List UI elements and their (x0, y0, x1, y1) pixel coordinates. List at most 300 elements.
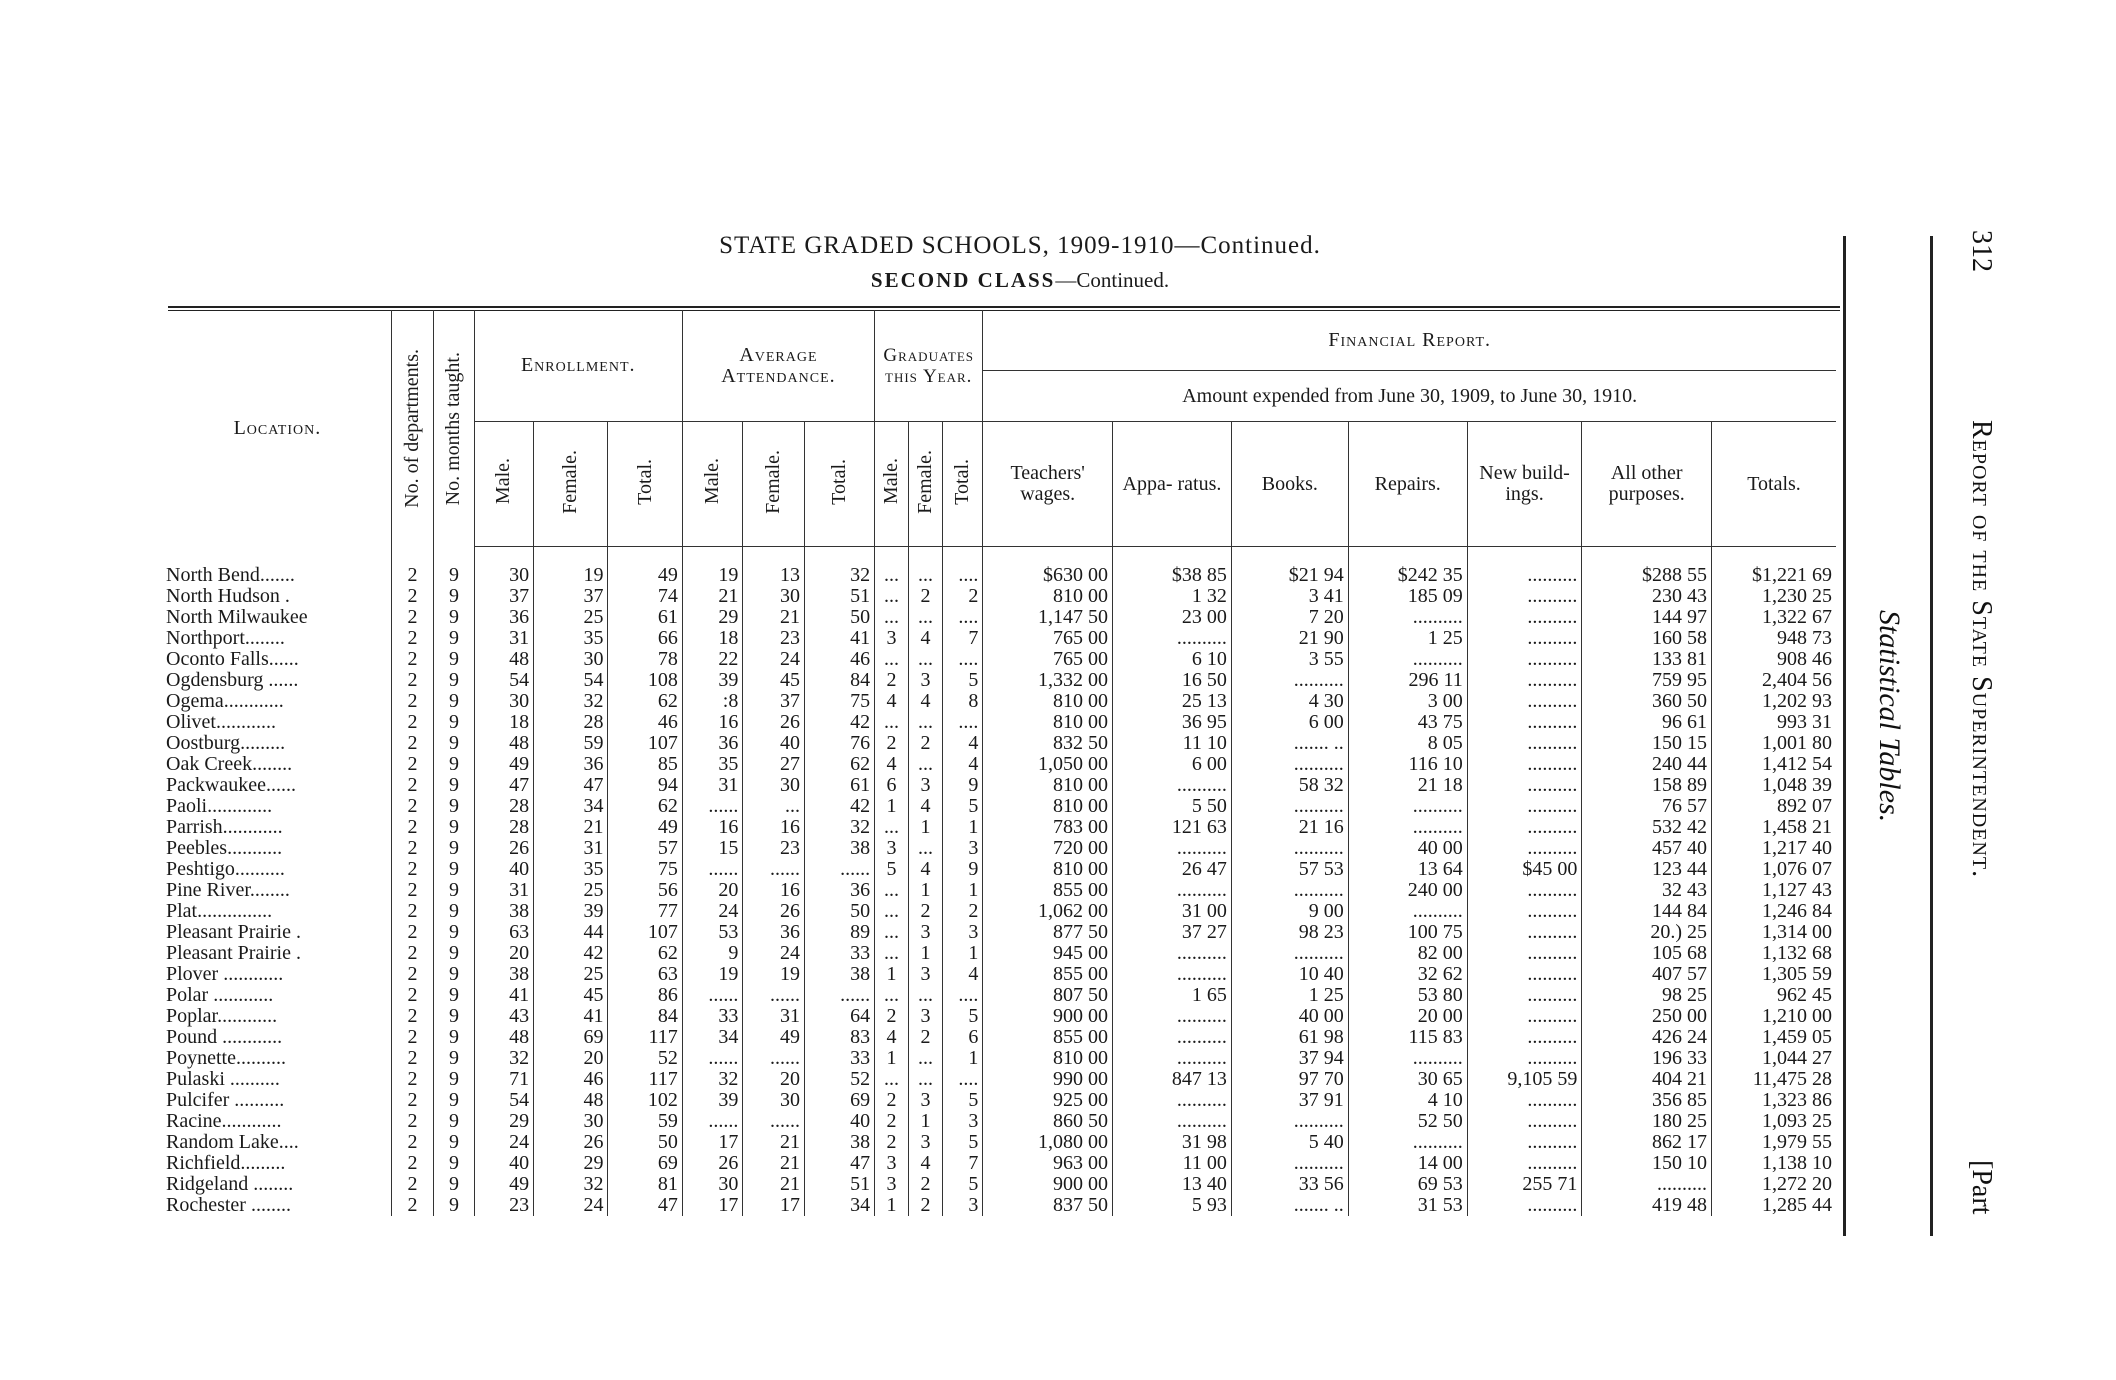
cell-books: 57 53 (1231, 859, 1348, 880)
cell-departments: 2 (391, 817, 433, 838)
cell-repairs: 53 80 (1348, 985, 1467, 1006)
cell-att-male: 39 (682, 670, 743, 691)
cell-location: Peshtigo.......... (166, 859, 285, 880)
cell-grad-female: 2 (909, 586, 943, 607)
cell-repairs: 116 10 (1348, 754, 1467, 775)
cell-att-female: ...... (743, 985, 805, 1006)
cell-enroll-male: 38 (474, 964, 533, 985)
cell-books: .......... (1231, 880, 1348, 901)
cell-departments: 2 (391, 754, 433, 775)
cell-att-total: ...... (804, 859, 874, 880)
cell-apparatus: 37 27 (1112, 922, 1231, 943)
cell-grad-total: 3 (943, 1195, 983, 1216)
cell-apparatus: 5 50 (1112, 796, 1231, 817)
cell-totals: 2,404 56 (1711, 670, 1836, 691)
cell-grad-female: 3 (909, 775, 943, 796)
cell-enroll-female: 28 (534, 712, 608, 733)
cell-enroll-total: 59 (608, 1111, 682, 1132)
cell-repairs: .......... (1348, 1132, 1467, 1153)
cell-att-female: 45 (743, 670, 805, 691)
cell-totals: 1,048 39 (1711, 775, 1836, 796)
cell-teachers-wages: 765 00 (983, 628, 1113, 649)
cell-books: .......... (1231, 754, 1348, 775)
page-title: STATE GRADED SCHOOLS, 1909-1910—Continued. (719, 232, 1321, 259)
cell-months: 9 (434, 733, 474, 754)
cell-all-other: 356 85 (1582, 1090, 1712, 1111)
cell-teachers-wages: 807 50 (983, 985, 1113, 1006)
cell-departments: 2 (391, 901, 433, 922)
cell-enroll-total: 62 (608, 691, 682, 712)
cell-new-buildings: .......... (1467, 1027, 1582, 1048)
cell-att-female: 40 (743, 733, 805, 754)
cell-enroll-total: 108 (608, 670, 682, 691)
cell-all-other: 144 84 (1582, 901, 1712, 922)
cell-departments: 2 (391, 943, 433, 964)
cell-grad-male: ... (875, 649, 909, 670)
cell-apparatus: 6 00 (1112, 754, 1231, 775)
cell-att-total: 69 (804, 1090, 874, 1111)
cell-new-buildings: .......... (1467, 817, 1582, 838)
cell-enroll-female: 32 (534, 1174, 608, 1195)
cell-att-total: 32 (804, 565, 874, 586)
header-enroll-female: Female. (534, 422, 608, 547)
cell-enroll-male: 24 (474, 1132, 533, 1153)
cell-enroll-female: 21 (534, 817, 608, 838)
cell-att-total: 42 (804, 796, 874, 817)
cell-enroll-female: 37 (534, 586, 608, 607)
cell-months: 9 (434, 922, 474, 943)
cell-location: Peebles........... (166, 838, 283, 859)
cell-months: 9 (434, 901, 474, 922)
cell-grad-female: 4 (909, 796, 943, 817)
cell-enroll-total: 49 (608, 565, 682, 586)
cell-enroll-male: 48 (474, 733, 533, 754)
cell-att-female: 16 (743, 880, 805, 901)
cell-grad-total: 4 (943, 754, 983, 775)
cell-apparatus: 1 65 (1112, 985, 1231, 1006)
cell-new-buildings: $45 00 (1467, 859, 1582, 880)
cell-enroll-total: 47 (608, 1195, 682, 1216)
table-row (164, 838, 1836, 859)
cell-grad-female: 3 (909, 670, 943, 691)
header-att-female: Female. (743, 422, 805, 547)
cell-enroll-male: 47 (474, 775, 533, 796)
cell-grad-male: 1 (875, 1048, 909, 1069)
cell-location: Ogema............ (166, 691, 284, 712)
cell-att-male: 16 (682, 817, 743, 838)
cell-new-buildings: .......... (1467, 1132, 1582, 1153)
cell-att-total: 75 (804, 691, 874, 712)
cell-location: Pine River........ (166, 880, 290, 901)
cell-new-buildings: .......... (1467, 964, 1582, 985)
cell-grad-female: 4 (909, 628, 943, 649)
cell-att-total: 32 (804, 817, 874, 838)
cell-enroll-female: 24 (534, 1195, 608, 1216)
cell-months: 9 (434, 1111, 474, 1132)
cell-repairs: 30 65 (1348, 1069, 1467, 1090)
cell-enroll-female: 35 (534, 859, 608, 880)
cell-att-total: 33 (804, 1048, 874, 1069)
cell-enroll-total: 77 (608, 901, 682, 922)
cell-departments: 2 (391, 628, 433, 649)
cell-books: 1 25 (1231, 985, 1348, 1006)
cell-all-other: 158 89 (1582, 775, 1712, 796)
cell-grad-male: ... (875, 607, 909, 628)
cell-all-other: 404 21 (1582, 1069, 1712, 1090)
cell-teachers-wages: 1,050 00 (983, 754, 1113, 775)
cell-att-female: 21 (743, 1132, 805, 1153)
cell-att-female: 17 (743, 1195, 805, 1216)
cell-att-total: 42 (804, 712, 874, 733)
cell-grad-female: ... (909, 1069, 943, 1090)
cell-location: Richfield......... (166, 1153, 286, 1174)
cell-att-female: 20 (743, 1069, 805, 1090)
cell-enroll-total: 52 (608, 1048, 682, 1069)
cell-new-buildings: .......... (1467, 649, 1582, 670)
cell-new-buildings: .......... (1467, 1006, 1582, 1027)
cell-all-other: 76 57 (1582, 796, 1712, 817)
cell-att-male: 30 (682, 1174, 743, 1195)
cell-apparatus: 1 32 (1112, 586, 1231, 607)
cell-new-buildings: .......... (1467, 796, 1582, 817)
table-row (164, 586, 1836, 607)
cell-enroll-female: 30 (534, 1111, 608, 1132)
header-grad-female: Female. (909, 422, 943, 547)
cell-grad-male: ... (875, 817, 909, 838)
table-row (164, 922, 1836, 943)
cell-enroll-male: 48 (474, 649, 533, 670)
cell-repairs: 240 00 (1348, 880, 1467, 901)
cell-location: Polar ............ (166, 985, 274, 1006)
cell-repairs: 43 75 (1348, 712, 1467, 733)
cell-departments: 2 (391, 922, 433, 943)
cell-att-female: 30 (743, 586, 805, 607)
cell-enroll-total: 117 (608, 1069, 682, 1090)
cell-att-total: 51 (804, 586, 874, 607)
cell-location: North Bend....... (166, 565, 295, 586)
cell-apparatus: 6 10 (1112, 649, 1231, 670)
cell-att-female: 30 (743, 775, 805, 796)
cell-new-buildings: .......... (1467, 775, 1582, 796)
cell-repairs: $242 35 (1348, 565, 1467, 586)
cell-teachers-wages: 783 00 (983, 817, 1113, 838)
cell-enroll-female: 25 (534, 607, 608, 628)
cell-grad-female: ... (909, 649, 943, 670)
cell-location: Ogdensburg ...... (166, 670, 299, 691)
cell-new-buildings: .......... (1467, 607, 1582, 628)
cell-all-other: 123 44 (1582, 859, 1712, 880)
table-row (164, 1048, 1836, 1069)
cell-departments: 2 (391, 670, 433, 691)
cell-location: North Milwaukee (166, 607, 308, 628)
cell-att-female: 26 (743, 712, 805, 733)
cell-apparatus: .......... (1112, 1090, 1231, 1111)
cell-new-buildings: .......... (1467, 922, 1582, 943)
cell-all-other: .......... (1582, 1174, 1712, 1195)
cell-apparatus: 25 13 (1112, 691, 1231, 712)
cell-enroll-total: 63 (608, 964, 682, 985)
cell-months: 9 (434, 628, 474, 649)
cell-months: 9 (434, 859, 474, 880)
cell-att-female: 49 (743, 1027, 805, 1048)
cell-grad-female: 2 (909, 901, 943, 922)
cell-att-total: 50 (804, 607, 874, 628)
cell-att-male: 53 (682, 922, 743, 943)
cell-enroll-total: 107 (608, 733, 682, 754)
header-graduates: Graduates this Year. (875, 310, 983, 422)
cell-months: 9 (434, 880, 474, 901)
cell-enroll-total: 61 (608, 607, 682, 628)
cell-repairs: 82 00 (1348, 943, 1467, 964)
table-row (164, 1153, 1836, 1174)
cell-new-buildings: .......... (1467, 754, 1582, 775)
cell-all-other: 96 61 (1582, 712, 1712, 733)
cell-repairs: 8 05 (1348, 733, 1467, 754)
cell-books: .......... (1231, 838, 1348, 859)
cell-books: 40 00 (1231, 1006, 1348, 1027)
cell-att-female: 19 (743, 964, 805, 985)
cell-repairs: .......... (1348, 817, 1467, 838)
cell-att-male: 19 (682, 964, 743, 985)
cell-apparatus: 26 47 (1112, 859, 1231, 880)
cell-totals: 1,285 44 (1711, 1195, 1836, 1216)
cell-enroll-female: 36 (534, 754, 608, 775)
cell-att-female: ... (743, 796, 805, 817)
cell-grad-male: 3 (875, 628, 909, 649)
header-apparatus: Appa- ratus. (1112, 422, 1231, 547)
table-row (164, 1006, 1836, 1027)
cell-enroll-male: 48 (474, 1027, 533, 1048)
cell-departments: 2 (391, 838, 433, 859)
cell-enroll-male: 63 (474, 922, 533, 943)
cell-att-total: 50 (804, 901, 874, 922)
cell-grad-total: 3 (943, 1111, 983, 1132)
cell-grad-total: .... (943, 985, 983, 1006)
cell-teachers-wages: 810 00 (983, 859, 1113, 880)
table-row (164, 565, 1836, 586)
cell-teachers-wages: 837 50 (983, 1195, 1113, 1216)
cell-att-female: 23 (743, 838, 805, 859)
cell-att-male: 36 (682, 733, 743, 754)
cell-grad-male: 2 (875, 1132, 909, 1153)
cell-att-total: 51 (804, 1174, 874, 1195)
cell-all-other: 240 44 (1582, 754, 1712, 775)
cell-enroll-total: 81 (608, 1174, 682, 1195)
cell-months: 9 (434, 796, 474, 817)
cell-att-total: 64 (804, 1006, 874, 1027)
cell-totals: 1,217 40 (1711, 838, 1836, 859)
cell-grad-male: 2 (875, 1090, 909, 1111)
table-row (164, 1069, 1836, 1090)
cell-apparatus: .......... (1112, 838, 1231, 859)
cell-repairs: .......... (1348, 796, 1467, 817)
header-enroll-total: Total. (608, 422, 682, 547)
cell-enroll-total: 69 (608, 1153, 682, 1174)
side-title: Statistical Tables. (1873, 610, 1906, 823)
cell-new-buildings: .......... (1467, 901, 1582, 922)
cell-grad-male: 2 (875, 1006, 909, 1027)
cell-repairs: .......... (1348, 607, 1467, 628)
cell-grad-total: .... (943, 607, 983, 628)
cell-grad-female: 2 (909, 1195, 943, 1216)
cell-apparatus: .......... (1112, 943, 1231, 964)
cell-all-other: 160 58 (1582, 628, 1712, 649)
cell-grad-female: ... (909, 1048, 943, 1069)
cell-departments: 2 (391, 796, 433, 817)
cell-grad-female: 3 (909, 1132, 943, 1153)
table-row (164, 1174, 1836, 1195)
cell-months: 9 (434, 1153, 474, 1174)
cell-enroll-total: 102 (608, 1090, 682, 1111)
cell-grad-male: ... (875, 1069, 909, 1090)
running-head: Report of the State Superintendent. (1966, 420, 1997, 879)
cell-grad-male: ... (875, 565, 909, 586)
cell-location: North Hudson . (166, 586, 290, 607)
table-row (164, 880, 1836, 901)
header-location: Location. (233, 416, 322, 439)
cell-enroll-male: 32 (474, 1048, 533, 1069)
table-row (164, 1027, 1836, 1048)
cell-location: Pound ............ (166, 1027, 283, 1048)
header-financial: Financial Report. (983, 310, 1836, 371)
schools-table (164, 310, 1836, 1216)
cell-teachers-wages: 945 00 (983, 943, 1113, 964)
cell-grad-total: 5 (943, 1090, 983, 1111)
cell-teachers-wages: $630 00 (983, 565, 1113, 586)
cell-location: Northport........ (166, 628, 285, 649)
cell-location: Oostburg......... (166, 733, 286, 754)
cell-att-male: 26 (682, 1153, 743, 1174)
table-row (164, 733, 1836, 754)
cell-grad-total: 7 (943, 628, 983, 649)
cell-totals: 1,458 21 (1711, 817, 1836, 838)
cell-grad-male: ... (875, 943, 909, 964)
cell-departments: 2 (391, 1069, 433, 1090)
cell-enroll-total: 117 (608, 1027, 682, 1048)
cell-apparatus: .......... (1112, 1111, 1231, 1132)
cell-departments: 2 (391, 1006, 433, 1027)
cell-grad-male: 2 (875, 733, 909, 754)
subtitle-class: SECOND CLASS (870, 268, 1056, 292)
cell-location: Pulaski .......... (166, 1069, 280, 1090)
cell-enroll-male: 28 (474, 817, 533, 838)
cell-enroll-total: 49 (608, 817, 682, 838)
cell-new-buildings: .......... (1467, 838, 1582, 859)
cell-apparatus: .......... (1112, 964, 1231, 985)
cell-months: 9 (434, 586, 474, 607)
cell-new-buildings: .......... (1467, 733, 1582, 754)
cell-grad-total: 4 (943, 733, 983, 754)
cell-att-male: 32 (682, 1069, 743, 1090)
header-teachers: Teachers' wages. (983, 422, 1113, 547)
header-att-total: Total. (804, 422, 874, 547)
cell-enroll-female: 25 (534, 964, 608, 985)
cell-grad-total: .... (943, 1069, 983, 1090)
cell-enroll-male: 31 (474, 880, 533, 901)
table-row (164, 691, 1836, 712)
cell-teachers-wages: 877 50 (983, 922, 1113, 943)
cell-att-total: 61 (804, 775, 874, 796)
table-row (164, 649, 1836, 670)
cell-new-buildings: .......... (1467, 1111, 1582, 1132)
cell-books: 97 70 (1231, 1069, 1348, 1090)
cell-att-female: 21 (743, 1174, 805, 1195)
header-all-other: All other purposes. (1582, 422, 1712, 547)
cell-months: 9 (434, 1027, 474, 1048)
cell-departments: 2 (391, 712, 433, 733)
cell-enroll-total: 46 (608, 712, 682, 733)
cell-att-male: 24 (682, 901, 743, 922)
cell-departments: 2 (391, 880, 433, 901)
cell-grad-total: 1 (943, 880, 983, 901)
cell-repairs: 100 75 (1348, 922, 1467, 943)
cell-apparatus: 16 50 (1112, 670, 1231, 691)
cell-enroll-female: 39 (534, 901, 608, 922)
cell-enroll-female: 44 (534, 922, 608, 943)
cell-totals: 1,138 10 (1711, 1153, 1836, 1174)
cell-enroll-total: 74 (608, 586, 682, 607)
cell-teachers-wages: 860 50 (983, 1111, 1113, 1132)
cell-grad-female: 1 (909, 880, 943, 901)
page-subtitle (650, 268, 1390, 293)
cell-enroll-total: 86 (608, 985, 682, 1006)
cell-teachers-wages: 855 00 (983, 1027, 1113, 1048)
cell-att-total: 34 (804, 1195, 874, 1216)
cell-teachers-wages: 990 00 (983, 1069, 1113, 1090)
table-row (164, 943, 1836, 964)
cell-books: 3 55 (1231, 649, 1348, 670)
cell-repairs: 69 53 (1348, 1174, 1467, 1195)
cell-location: Pleasant Prairie . (166, 922, 301, 943)
cell-att-male: 29 (682, 607, 743, 628)
cell-teachers-wages: 810 00 (983, 691, 1113, 712)
cell-grad-female: 1 (909, 817, 943, 838)
cell-new-buildings: .......... (1467, 1195, 1582, 1216)
cell-new-buildings: .......... (1467, 880, 1582, 901)
cell-att-total: 38 (804, 1132, 874, 1153)
cell-repairs: 32 62 (1348, 964, 1467, 985)
cell-new-buildings: .......... (1467, 628, 1582, 649)
cell-totals: 1,322 67 (1711, 607, 1836, 628)
cell-att-male: 15 (682, 838, 743, 859)
cell-repairs: 13 64 (1348, 859, 1467, 880)
cell-months: 9 (434, 754, 474, 775)
cell-att-female: 27 (743, 754, 805, 775)
cell-teachers-wages: 810 00 (983, 796, 1113, 817)
cell-grad-female: 4 (909, 859, 943, 880)
cell-att-male: 22 (682, 649, 743, 670)
cell-teachers-wages: 1,062 00 (983, 901, 1113, 922)
cell-new-buildings: .......... (1467, 1048, 1582, 1069)
cell-att-male: ...... (682, 859, 743, 880)
cell-departments: 2 (391, 1090, 433, 1111)
cell-apparatus: 31 00 (1112, 901, 1231, 922)
cell-books: ....... .. (1231, 1195, 1348, 1216)
cell-grad-male: 2 (875, 670, 909, 691)
cell-grad-total: 4 (943, 964, 983, 985)
table-row (164, 859, 1836, 880)
cell-grad-male: ... (875, 985, 909, 1006)
header-repairs: Repairs. (1348, 422, 1467, 547)
cell-teachers-wages: 900 00 (983, 1174, 1113, 1195)
cell-enroll-male: 54 (474, 1090, 533, 1111)
cell-grad-total: 1 (943, 943, 983, 964)
cell-location: Poynette.......... (166, 1048, 286, 1069)
cell-grad-male: 3 (875, 838, 909, 859)
cell-enroll-male: 37 (474, 586, 533, 607)
cell-att-male: 20 (682, 880, 743, 901)
cell-grad-male: 3 (875, 1174, 909, 1195)
